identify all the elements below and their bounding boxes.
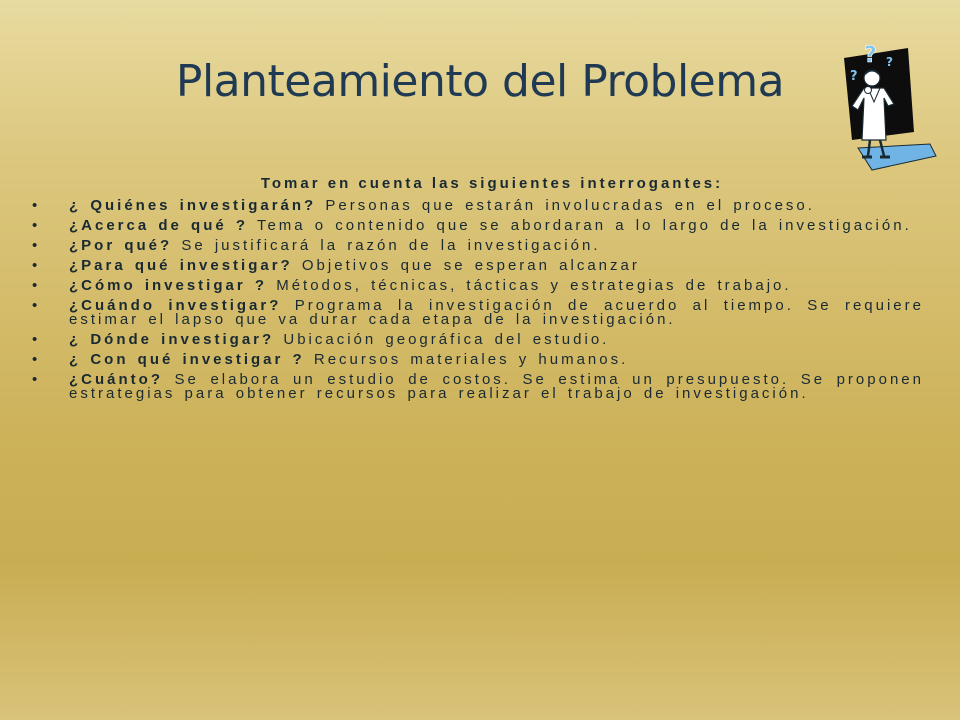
bullet-answer: Se justificará la razón de la investigación. — [172, 237, 601, 254]
bullet-item — [28, 353, 924, 367]
bullet-marker: • — [32, 197, 38, 214]
bullet-answer: Recursos materiales y humanos. — [304, 351, 629, 368]
bullet-marker: • — [32, 297, 38, 314]
bullet-answer: Programa la investigación de acuerdo al tiempo. Se requiere estimar el lapso que va durar cada etapa de la investigación. — [69, 297, 924, 328]
svg-text:?: ? — [850, 69, 858, 84]
bullet-item — [28, 239, 924, 253]
bullet-text — [69, 333, 924, 347]
bullet-item — [28, 373, 924, 401]
bullet-text — [69, 239, 924, 253]
bullet-text — [69, 219, 924, 233]
slide-title: Planteamiento del Problema — [175, 56, 785, 107]
bullet-marker: • — [32, 277, 38, 294]
bullet-question: ¿Para qué investigar? — [69, 257, 293, 274]
bullet-text — [69, 299, 924, 327]
svg-text:?: ? — [864, 43, 877, 68]
bullet-marker: • — [32, 331, 38, 348]
bullet-marker: • — [32, 371, 38, 388]
bullet-answer: Métodos, técnicas, tácticas y estrategias de trabajo. — [267, 277, 792, 294]
bullet-question: ¿Cómo investigar ? — [69, 277, 268, 294]
bullet-item — [28, 199, 924, 213]
bullet-question: ¿ Con qué investigar ? — [69, 351, 305, 368]
svg-text:?: ? — [886, 55, 893, 69]
bullet-question: ¿Por qué? — [69, 237, 173, 254]
bullet-item — [28, 333, 924, 347]
bullet-answer: Tema o contenido que se abordaran a lo largo de la investigación. — [248, 217, 912, 234]
bullet-answer: Objetivos que se esperan alcanzar — [292, 257, 640, 274]
bullet-answer: Personas que estarán involucradas en el proceso. — [316, 197, 815, 214]
bullet-question: ¿Cuándo investigar? — [69, 297, 282, 314]
bullet-list — [28, 199, 924, 407]
bullet-question: ¿ Quiénes investigarán? — [69, 197, 317, 214]
bullet-answer: Se elabora un estudio de costos. Se estima un presupuesto. Se proponen estrategias para obtener recursos para realizar el trabajo de investigación. — [69, 371, 924, 402]
thinking-scientist-icon — [838, 40, 938, 172]
bullet-text — [69, 373, 924, 401]
bullet-answer: Ubicación geográfica del estudio. — [274, 331, 610, 348]
bullet-question: ¿Acerca de qué ? — [69, 217, 249, 234]
bullet-question: ¿ Dónde investigar? — [69, 331, 275, 348]
bullet-marker: • — [32, 351, 38, 368]
bullet-marker: • — [32, 217, 38, 234]
bullet-item — [28, 279, 924, 293]
slide-subtitle: Tomar en cuenta las siguientes interrogantes: — [260, 175, 724, 192]
bullet-text — [69, 353, 924, 367]
bullet-marker: • — [32, 257, 38, 274]
bullet-text — [69, 199, 924, 213]
bullet-text — [69, 259, 924, 273]
bullet-item — [28, 299, 924, 327]
bullet-text — [69, 279, 924, 293]
bullet-item — [28, 219, 924, 233]
bullet-marker: • — [32, 237, 38, 254]
bullet-item — [28, 259, 924, 273]
bullet-question: ¿Cuánto? — [69, 371, 163, 388]
